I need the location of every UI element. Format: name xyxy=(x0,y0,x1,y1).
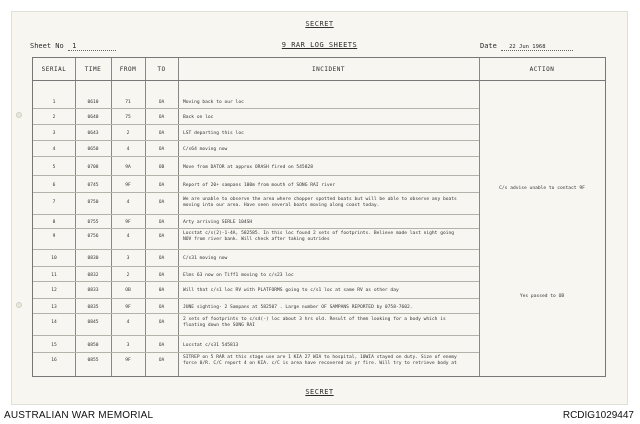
cell-action: C/s advise unable to contact 9F xyxy=(499,186,585,191)
cell-incident: Will that c/s1 loc RV with PLATFORMS going to c/s1 loc at same RV as other day xyxy=(183,288,399,293)
row-divider xyxy=(33,335,479,336)
cell-incident: Elms 63 now on Tiff1 moving to c/s23 loc xyxy=(183,273,294,278)
row-divider xyxy=(33,108,479,109)
date-value: 22 Jun 1968 xyxy=(509,44,546,50)
column-divider xyxy=(145,58,146,376)
cell-serial: 9 xyxy=(52,234,56,239)
cell-from: 9F xyxy=(125,183,131,188)
cell-to: OA xyxy=(158,343,165,348)
cell-incident: force 0/R. C/C report 4 on KIA. c/C is area have recovered as yr fire. Will try to retrieve body at xyxy=(183,361,457,366)
cell-from: 9F xyxy=(125,358,131,363)
cell-incident: Locstat c/s31 545813 xyxy=(183,343,239,348)
row-divider xyxy=(33,298,479,299)
cell-to: OA xyxy=(158,256,165,261)
cell-to: 0A xyxy=(158,288,165,293)
cell-incident: Move from DATOR at approx ORASH fired on 545828 xyxy=(183,165,313,170)
row-divider xyxy=(33,175,479,176)
cell-serial: 1 xyxy=(52,100,56,105)
cell-to: OA xyxy=(158,100,165,105)
row-divider xyxy=(33,214,479,215)
sheet-number-label: Sheet No xyxy=(30,42,64,50)
cell-to: OA xyxy=(158,220,165,225)
cell-incident: floating down the SONG RAI xyxy=(183,323,255,328)
column-divider xyxy=(178,58,179,376)
date-label: Date xyxy=(480,42,497,50)
row-divider xyxy=(33,281,479,282)
column-divider xyxy=(111,58,112,376)
row-divider xyxy=(33,124,479,125)
cell-to: OA xyxy=(158,358,165,363)
cell-serial: 6 xyxy=(52,183,56,188)
cell-serial: 5 xyxy=(52,165,56,170)
cell-serial: 11 xyxy=(51,273,57,278)
cell-to: OB xyxy=(158,165,165,170)
cell-time: 0708 xyxy=(87,165,99,170)
cell-from: 4 xyxy=(126,234,130,239)
cell-to: OA xyxy=(158,147,165,152)
archive-credit: AUSTRALIAN WAR MEMORIAL xyxy=(4,410,154,421)
column-header-from: FROM xyxy=(119,66,137,73)
cell-from: 9F xyxy=(125,220,131,225)
cell-incident: NOV from river bank. Will check after taking outrides xyxy=(183,237,330,242)
cell-from: 75 xyxy=(125,115,131,120)
cell-time: 0756 xyxy=(87,234,99,239)
cell-to: OA xyxy=(158,273,165,278)
cell-incident: We are unable to observe the area where chopper spotted boats but will be able to observe any boats xyxy=(183,197,457,202)
cell-serial: 15 xyxy=(51,343,57,348)
cell-to: OA xyxy=(158,115,165,120)
cell-time: 0835 xyxy=(87,305,99,310)
cell-incident: Locstat c/s(2)-1-4A, 582585. In this loc found 2 sets of footprints. Believe made last night going xyxy=(183,231,455,236)
header-divider xyxy=(33,80,605,81)
column-divider xyxy=(75,58,76,376)
punch-hole xyxy=(16,302,22,308)
cell-from: 4 xyxy=(126,320,130,325)
cell-incident: Back on loc xyxy=(183,115,214,120)
cell-incident: C/s64 moving now xyxy=(183,147,228,152)
date-value-field xyxy=(501,42,573,51)
column-divider xyxy=(479,58,480,376)
security-classification-bottom: SECRET xyxy=(305,388,334,396)
cell-serial: 7 xyxy=(52,200,56,205)
column-header-to: TO xyxy=(157,66,166,73)
cell-serial: 10 xyxy=(51,256,57,261)
date-field xyxy=(480,42,573,51)
row-divider xyxy=(33,249,479,250)
cell-time: 0745 xyxy=(87,183,99,188)
cell-incident: Moving back to our loc xyxy=(183,100,244,105)
cell-time: 0750 xyxy=(87,200,99,205)
cell-incident: LST departing this loc xyxy=(183,131,244,136)
log-table xyxy=(32,57,606,377)
cell-from: 3 xyxy=(126,256,130,261)
cell-serial: 8 xyxy=(52,220,56,225)
cell-from: 3 xyxy=(126,343,130,348)
row-divider xyxy=(33,228,479,229)
cell-serial: 13 xyxy=(51,305,57,310)
cell-serial: 12 xyxy=(51,288,57,293)
column-header-action: ACTION xyxy=(529,66,555,73)
cell-serial: 14 xyxy=(51,320,57,325)
cell-time: 0755 xyxy=(87,220,99,225)
cell-from: 71 xyxy=(125,100,131,105)
archive-reference-id: RCDIG1029447 xyxy=(562,410,634,421)
cell-from: 9A xyxy=(125,165,131,170)
cell-time: 0650 xyxy=(87,147,99,152)
row-divider xyxy=(33,192,479,193)
cell-to: OA xyxy=(158,305,165,310)
cell-to: OA xyxy=(158,131,165,136)
log-sheet-page xyxy=(12,12,627,404)
cell-time: 0855 xyxy=(87,358,99,363)
cell-from: 2 xyxy=(126,273,130,278)
cell-to: OA xyxy=(158,234,165,239)
cell-from: 2 xyxy=(126,131,130,136)
row-divider xyxy=(33,352,479,353)
cell-incident: C/s31 moving now xyxy=(183,256,228,261)
cell-serial: 2 xyxy=(52,115,56,120)
cell-time: 0833 xyxy=(87,288,99,293)
cell-incident: 2 sets of footprints to c/s4(-) loc about 3 hrs old. Result of them looking for a body which is xyxy=(183,317,446,322)
cell-from: 4 xyxy=(126,147,130,152)
cell-time: 0643 xyxy=(87,131,99,136)
cell-to: OA xyxy=(158,183,165,188)
cell-incident: Arty arriving SERLE 104SH xyxy=(183,220,253,225)
cell-from: 4 xyxy=(126,200,130,205)
cell-to: OA xyxy=(158,320,165,325)
cell-time: 0832 xyxy=(87,273,99,278)
cell-time: 0845 xyxy=(87,320,99,325)
cell-serial: 16 xyxy=(51,358,57,363)
cell-serial: 3 xyxy=(52,131,56,136)
punch-hole xyxy=(16,112,22,118)
security-classification-top: SECRET xyxy=(305,20,334,28)
cell-incident: Report of 20+ sampans 100m from mouth of SONG RAI river xyxy=(183,183,336,188)
cell-to: OA xyxy=(158,200,165,205)
cell-time: 0610 xyxy=(87,100,99,105)
row-divider xyxy=(33,156,479,157)
cell-time: 0830 xyxy=(87,256,99,261)
cell-action: Yes passed to OB xyxy=(519,294,565,299)
cell-time: 0640 xyxy=(87,115,99,120)
cell-from: 9F xyxy=(125,305,131,310)
cell-serial: 4 xyxy=(52,147,56,152)
row-divider xyxy=(33,266,479,267)
cell-incident: SITREP on 5 RAR at this stage use are 1 KIA 27 WIA to hospital, 10WIA stayed on duty. Size of enemy xyxy=(183,355,457,360)
page-title: 9 RAR LOG SHEETS xyxy=(281,41,358,49)
row-divider xyxy=(33,140,479,141)
sheet-number-value: 1 xyxy=(72,42,77,50)
column-header-time: TIME xyxy=(84,66,102,73)
cell-time: 0850 xyxy=(87,343,99,348)
row-divider xyxy=(33,313,479,314)
column-header-serial: SERIAL xyxy=(41,66,67,73)
cell-incident: moving into our area. Have seen several boats moving along coast today. xyxy=(183,203,380,208)
column-header-incident: INCIDENT xyxy=(312,66,345,73)
cell-incident: JUNE sighting- 2 Sampans at 582507 . Large number OF SAMPANS REPORTED by 0758-7602. xyxy=(183,305,413,310)
cell-from: OB xyxy=(125,288,131,293)
